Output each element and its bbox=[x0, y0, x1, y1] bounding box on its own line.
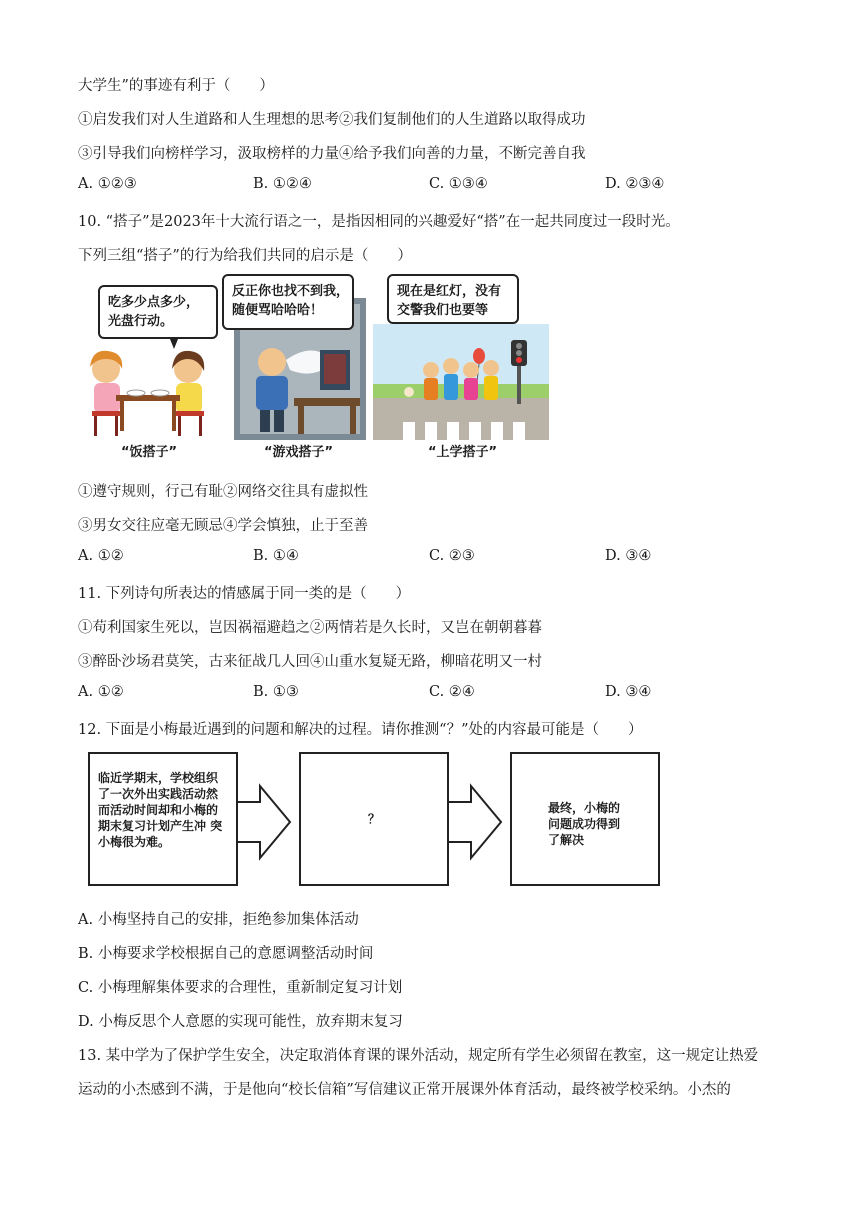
flow-arrow-right-icon bbox=[447, 782, 507, 862]
q11-option-b: B. ①③ bbox=[253, 684, 299, 700]
comic-panel-school bbox=[373, 274, 549, 440]
q12-option-c: C. 小梅理解集体要求的合理性，重新制定复习计划 bbox=[78, 980, 403, 996]
q11-option-a: A. ①② bbox=[78, 684, 124, 700]
q10-option-d: D. ③④ bbox=[605, 548, 652, 564]
q11-statements-1: ①苟利国家生死以，岂因祸福避趋之②两情若是久长时，又岂在朝朝暮暮 bbox=[78, 620, 542, 636]
q11-option-c: C. ②④ bbox=[429, 684, 475, 700]
flow-box-result bbox=[510, 752, 660, 886]
flow-text-line: 期末复习计划产生冲 突 bbox=[98, 819, 223, 833]
q12-option-b: B. 小梅要求学校根据自己的意愿调整活动时间 bbox=[78, 946, 374, 962]
q10-statements-1: ①遵守规则，行己有耻②网络交往具有虚拟性 bbox=[78, 484, 368, 500]
flow-question-mark: ？ bbox=[367, 812, 380, 826]
speech-line-1: 现在是红灯，没有 bbox=[397, 284, 502, 299]
speech-bubble-school bbox=[387, 274, 519, 324]
speech-line-2: 交警我们也要等 bbox=[397, 303, 489, 318]
q11-option-d: D. ③④ bbox=[605, 684, 652, 700]
flow-text-line: 而活动时间却和小梅的 bbox=[98, 803, 219, 817]
caption-school: “上学搭子” bbox=[428, 445, 498, 460]
q13-stem-line2: 运动的小杰感到不满，于是他向“校长信箱”写信建议正常开展课外体育活动，最终被学校采纳。小杰的 bbox=[78, 1082, 731, 1098]
flow-box-question bbox=[299, 752, 449, 886]
comic-panel-meal bbox=[78, 283, 218, 443]
speech-line-1: 反正你也找不到我， bbox=[232, 284, 350, 299]
q9-stem-tail: 大学生”的事迹有利于（ ） bbox=[78, 78, 274, 94]
q10-option-c: C. ②③ bbox=[429, 548, 475, 564]
q9-option-c: C. ①③④ bbox=[429, 176, 488, 192]
q12-stem: 12. 下面是小梅最近遇到的问题和解决的过程。请你推测“？”处的内容最可能是（ ） bbox=[78, 722, 643, 738]
q12-option-d: D. 小梅反思个人意愿的实现可能性，放弃期末复习 bbox=[78, 1014, 403, 1030]
q13-stem-line1: 13. 某中学为了保护学生安全，决定取消体育课的课外活动，规定所有学生必须留在教室，这一规定让热爱 bbox=[78, 1048, 759, 1064]
q9-statements-2: ③引导我们向榜样学习，汲取榜样的力量④给予我们向善的力量，不断完善自我 bbox=[78, 146, 586, 162]
q10-statements-2: ③男女交往应毫无顾忌④学会慎独，止于至善 bbox=[78, 518, 368, 534]
q11-statements-2: ③醉卧沙场君莫笑，古来征战几人回④山重水复疑无路，柳暗花明又一村 bbox=[78, 654, 542, 670]
speech-line-1: 吃多少点多少， bbox=[108, 295, 200, 310]
q10-option-b: B. ①④ bbox=[253, 548, 299, 564]
q11-stem: 11. 下列诗句所表达的情感属于同一类的是（ ） bbox=[78, 586, 411, 602]
flow-text-line: 小梅很为难。 bbox=[98, 835, 171, 849]
meal-illustration bbox=[78, 283, 218, 443]
q12-option-a: A. 小梅坚持自己的安排，拒绝参加集体活动 bbox=[78, 912, 359, 928]
comic-panel-gaming bbox=[234, 270, 366, 440]
q9-option-b: B. ①②④ bbox=[253, 176, 312, 192]
q10-stem-line1: 10. “搭子”是2023年十大流行语之一，是指因相同的兴趣爱好“搭”在一起共同度过一段时光。 bbox=[78, 214, 680, 230]
flow-arrow-right-icon bbox=[236, 782, 296, 862]
q10-option-a: A. ①② bbox=[78, 548, 124, 564]
speech-bubble-gaming bbox=[222, 274, 354, 330]
flow-box-problem bbox=[88, 752, 238, 886]
flow-text-line: 了解决 bbox=[548, 833, 585, 847]
q9-option-a: A. ①②③ bbox=[78, 176, 137, 192]
flow-text-line: 最终，小梅的 bbox=[548, 801, 621, 815]
flow-text-line: 问题成功得到 bbox=[548, 817, 621, 831]
q9-statements-1: ①启发我们对人生道路和人生理想的思考②我们复制他们的人生道路以取得成功 bbox=[78, 112, 586, 128]
q10-stem-line2: 下列三组“搭子”的行为给我们共同的启示是（ ） bbox=[78, 248, 412, 264]
caption-gaming: “游戏搭子” bbox=[264, 445, 334, 460]
caption-meal: “饭搭子” bbox=[121, 445, 178, 460]
speech-line-2: 随便骂哈哈哈！ bbox=[232, 303, 324, 318]
q9-option-d: D. ②③④ bbox=[605, 176, 665, 192]
speech-line-2: 光盘行动。 bbox=[108, 314, 174, 329]
flow-text-line: 临近学期末，学校组织 bbox=[98, 771, 219, 785]
flow-text-line: 了一次外出实践活动然 bbox=[98, 787, 219, 801]
